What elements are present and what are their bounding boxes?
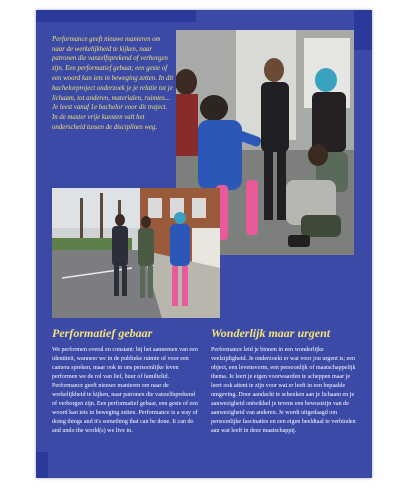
intro-paragraph: Performance geeft nieuwe manieren om naar de werkelijkheid te kijken, naar patronen die vanzelfsprekend of verborgen zijn. Een performatief gebaar, een geste of een woord kan iets in beweging zetten. In dit bachelorproject onderzoek je je relatie tot je lichaam, tot anderen, materialen, ruimtes... Je leest vanaf 1e bachelor voor dit traject. In de master vrije kunsten valt het onderscheid tussen de disciplines weg. — [52, 35, 174, 131]
brochure-page — [36, 10, 372, 478]
section-heading-wonderlijk-maar-urgent: Wonderlijk maar urgent — [211, 326, 331, 340]
corner-accent-top-right — [354, 10, 372, 50]
corner-accent-bottom-left — [36, 452, 48, 478]
section-heading-performatief-gebaar: Performatief gebaar — [52, 326, 153, 340]
section-body-wonderlijk-maar-urgent: Performance leid je binnen in een wonderlijke veelzijdigheid. Je onderzoekt er wat voor jou urgent is; een object, een levensvorm, een persoonlijk of maatschappelijk thema. Je leert je eigen voorwaarden te scheppen maar je leert ook attent te zijn voor wat er leeft in een bepaalde omgeving. Door aandacht te schenken aan je lichaam en je aanwezigheid ontwikkel je tevens een bewustzijn van de aanwezigheid van anderen. Je wordt uitgedaagd om persoonlijke fascinaties en een eigen beeldtaal te verbinden aan wat leeft in deze maatschappij. — [211, 347, 356, 434]
street-walk-photo — [52, 188, 220, 318]
corner-accent-top-left — [36, 10, 196, 22]
section-body-performatief-gebaar: We performen overal en constant: bij het aannemen van een identiteit, wanneer we in de publieke ruimte of voor een camera spreken, maar ook in ons persoonlijke leven performen we de rol van lief, buur of familielid. Performance geeft nieuwe manieren om naar de werkelijkheid te kijken, naar patronen die vanzelfsprekend of verborgen zijn. Een performatief gebaar, een geste of een woord kan iets in beweging zetten. Performance is a way of doing things and it's something that can be done. It can do and undo the world(s) we live in. — [52, 347, 198, 434]
